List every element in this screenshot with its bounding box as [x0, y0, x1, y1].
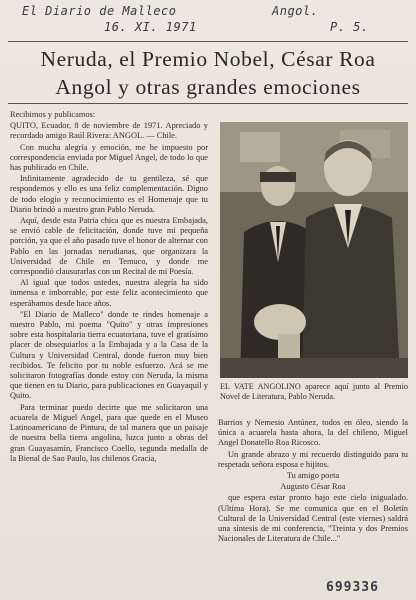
- paragraph: Barrios y Nemesio Antúnez, todos en óleo, siendo la única a acuarela hasta ahora, la del chileno, Miguel Angel Donatello Roa Ricosco.: [218, 418, 408, 448]
- photo-caption: EL VATE ANGOLINO aparece aquí junto al Premio Novel de Literatura, Pablo Neruda.: [220, 382, 408, 401]
- paragraph: Aquí, desde esta Patria chica que es nuestra Embajada, se envió cable de felicitación, donde tuve mi pequeña porción, ya que el año pasado tuve el honor de alternar con Pablo en las jornadas nerudianas, que organizara la Universidad de Chile en Temuco, y donde me correspondió clausurarlas con un Recital de mi Poesía.: [10, 216, 208, 277]
- paragraph: Al igual que todos ustedes, nuestra alegría ha sido inmensa e imborrable, por este feliz acontecimiento que esperábamos desde hace años.: [10, 278, 208, 308]
- archive-number: 699336: [326, 580, 379, 595]
- signature-line: Tu amigo poeta: [286, 471, 340, 481]
- paragraph: que espera estar pronto bajo este cielo inigualado. (Ultima Hora). Se me comunica que en el Boletín Cultural de la Universidad Central (este viernes) saldrá una síntesis de mi conferencia, "Treinta y dos Premios Nacionales de Literatura de Chile...": [218, 493, 408, 544]
- paragraph: Con mucha alegría y emoción, me he impuesto por correspondencia enviada por Miguel Angel, de todo lo que has publicado en Chile.: [10, 142, 208, 173]
- headline-rule-bottom: [8, 103, 408, 104]
- article-right-column: [218, 418, 408, 545]
- handwritten-page: P. 5.: [330, 20, 369, 34]
- photo-neruda-and-roa: [220, 122, 408, 378]
- headline-rule-top: [8, 41, 408, 42]
- article-left-column: [10, 110, 208, 465]
- headline-line-1: Neruda, el Premio Nobel, César Roa: [40, 47, 376, 71]
- handwritten-publication: El Diario de Malleco: [22, 4, 177, 18]
- paragraph: Recibimos y publicamos:: [10, 110, 96, 119]
- paragraph: QUITO, Ecuador, 8 de noviembre de 1971. Apreciado y recordado amigo Raúl Rivera: ANGOL. — Chile.: [10, 121, 208, 141]
- paragraph: Para terminar puedo decirte que me solicitaron una acuarela de Miguel Angel, para que quede en el Museo Latinoamericano de Pintura, de tal manera que un paisaje de nuestra bella tierra angolina, luzca junto a obras del gran Guayasamín, Francisco Coello, segunda medalla de la Bienal de Sao Paulo, los chilenos Gracia,: [10, 402, 208, 463]
- handwritten-date: 16. XI. 1971: [104, 20, 197, 34]
- paragraph: Infinitamente agradecido de tu gentileza, sé que respondemos y ello es una feliz complementación. Digno de todo elogio y reconocimiento es el Homenaje que tu Diario brindó a nuestro gran Pablo Neruda.: [10, 174, 208, 214]
- headline: [8, 45, 408, 101]
- handwritten-city: Angol.: [272, 4, 319, 18]
- paragraph: Un grande abrazo y mi recuerdo distinguido para tu respetada señora esposa e hijitos.: [218, 449, 408, 469]
- photo-illustration: [220, 122, 408, 378]
- headline-line-2: Angol y otras grandes emociones: [55, 75, 361, 99]
- paragraph: "El Diario de Malleco" donde te rindes homenaje a nuestro Pablo, mi poema "Quito" y otras impresiones sobre esta hospitalaria tierra ecuatoriana, tuve el gratísimo placer de obsequiarlos a la Embajada y a la Casa de la Cultura y Universidad Central, donde fueron muy bien recibidos. Te felicito por tu noble esfuerzo. Acá se me solicitaron fotografías donde estoy con Neruda, la misma que tienen en tu Diario, para publicaciones en Guayaquil y Quito.: [10, 309, 208, 401]
- signature-name: Augusto César Roa: [280, 482, 346, 492]
